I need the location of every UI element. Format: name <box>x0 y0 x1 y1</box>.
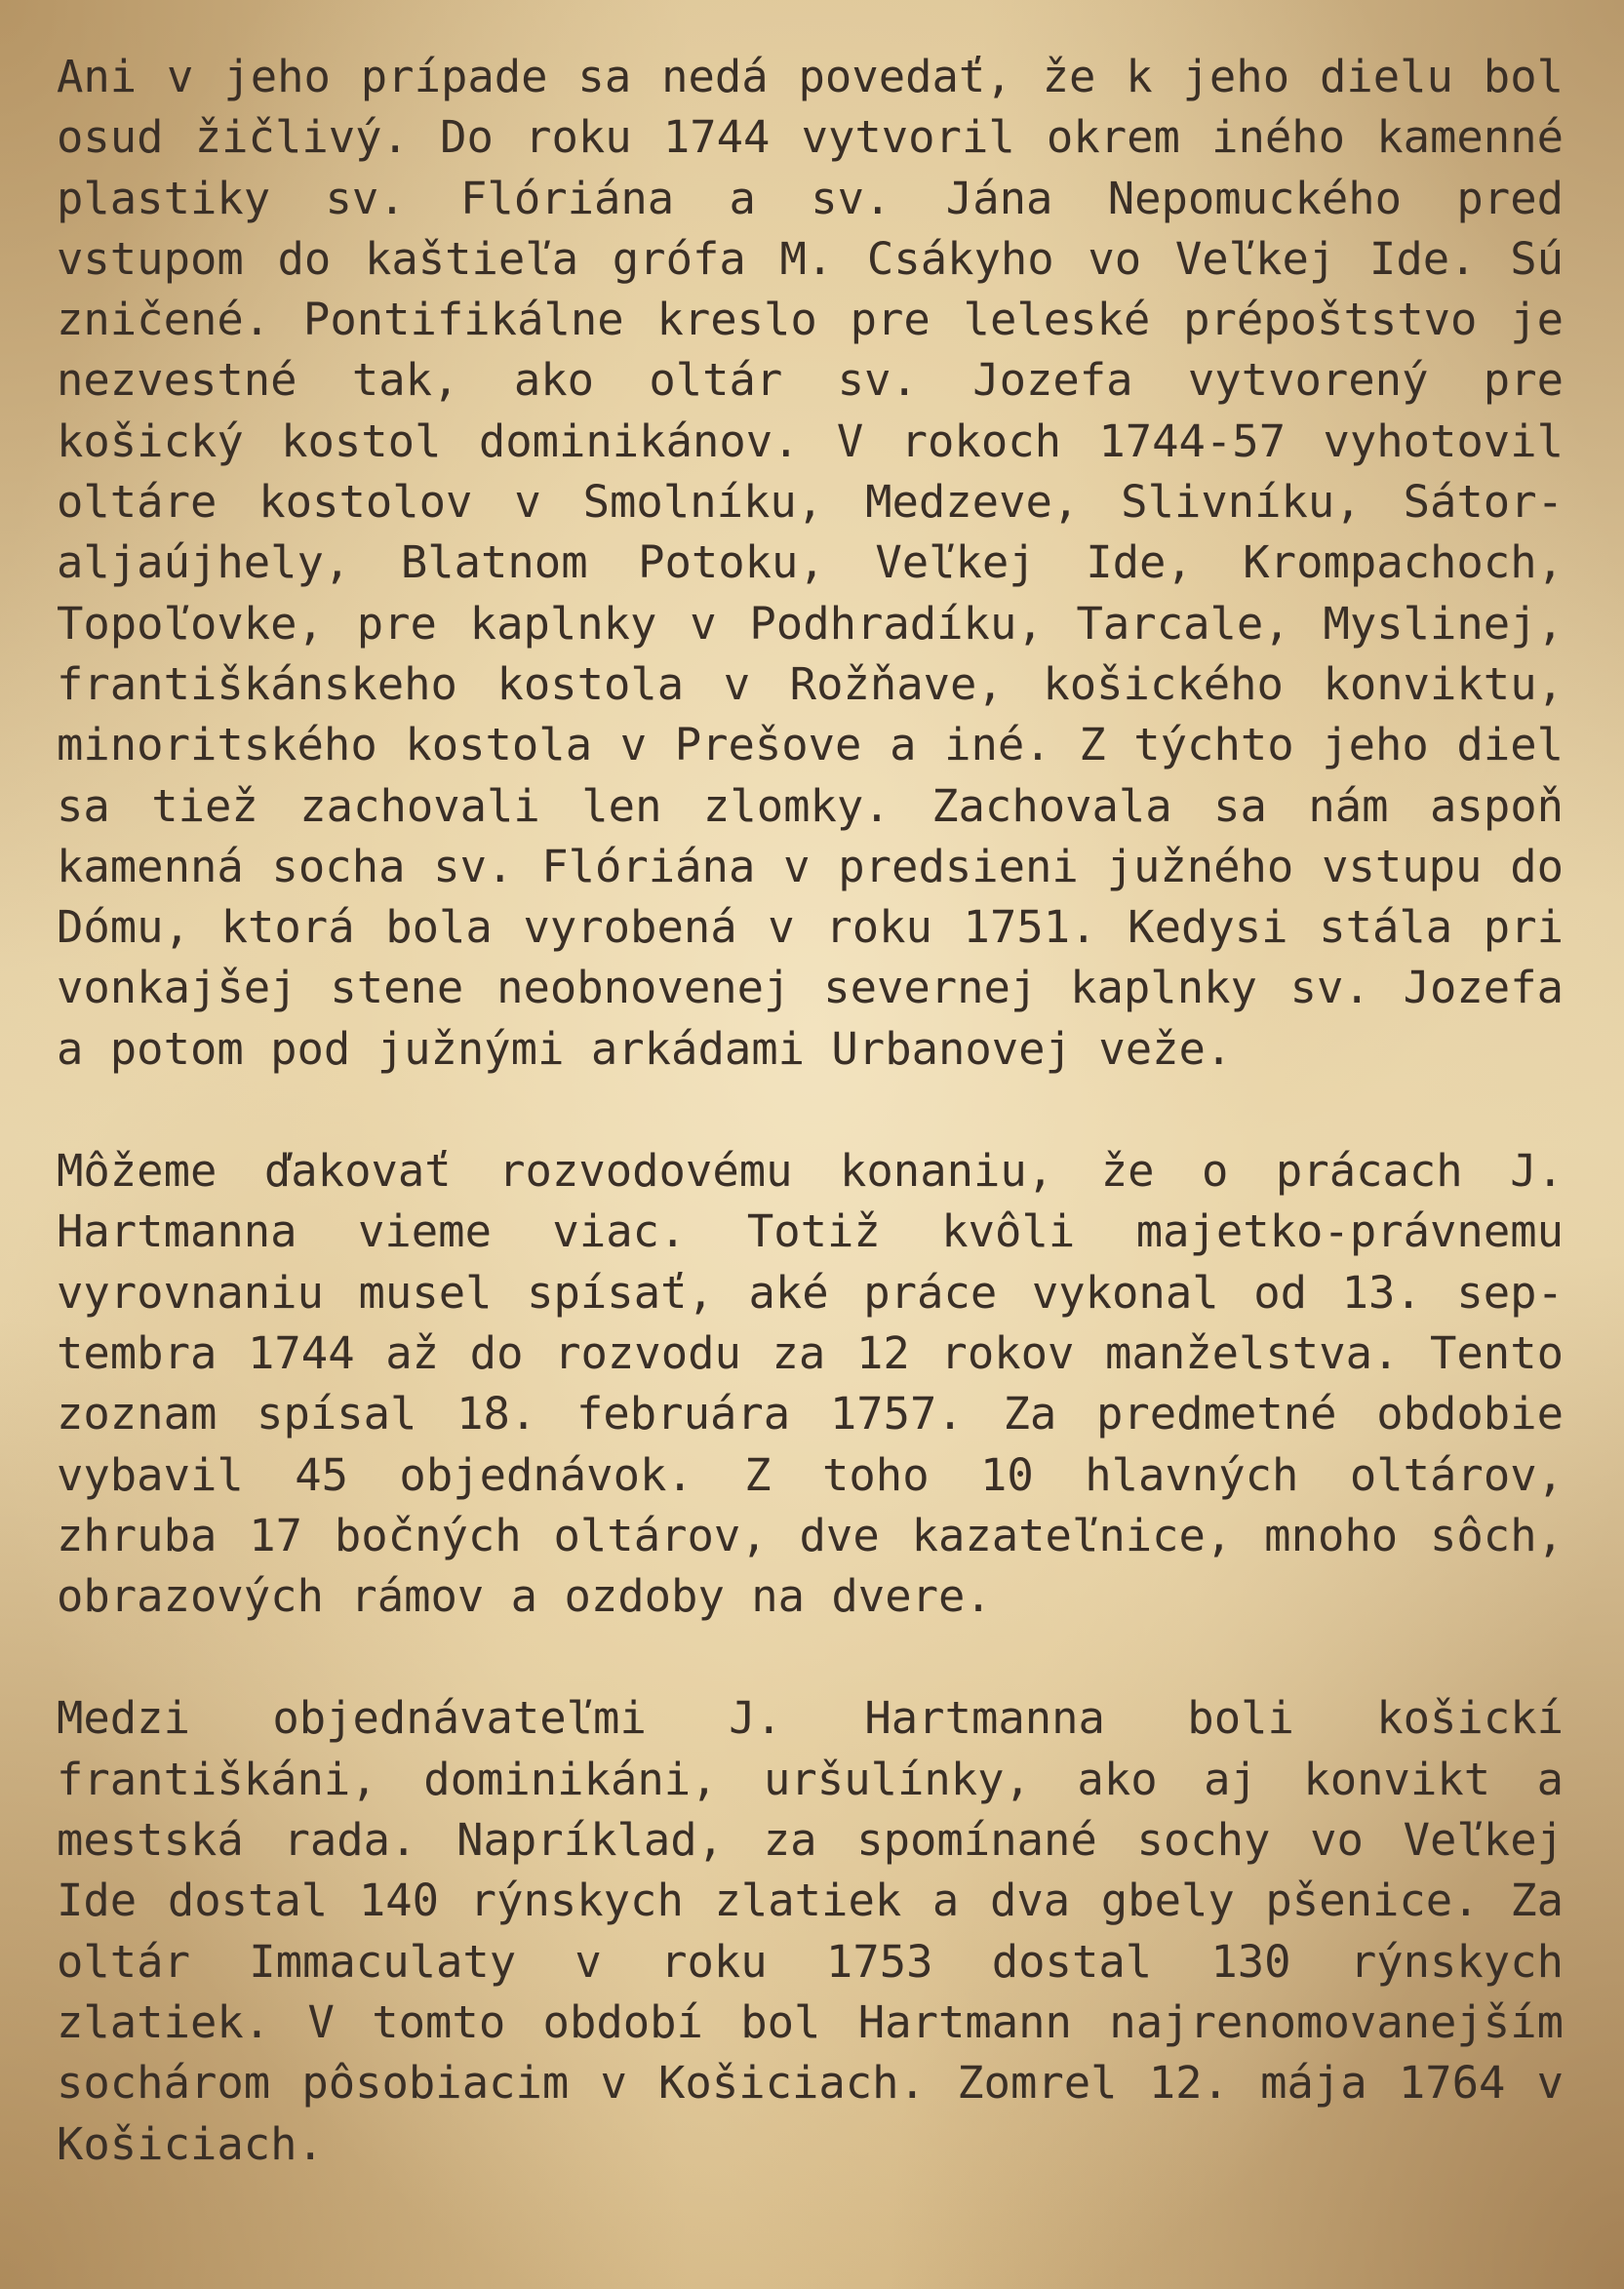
paragraph-1: Ani v jeho prípade sa nedá povedať, že k jeho dielu bol osud žičlivý. Do roku 1744 vytvoril okrem iného kamenné plastiky sv. Flóriána a sv. Jána Nepomuckého pred vstupom do kaštieľa grófa M. Csákyho vo Veľkej Ide. Sú zničené. Pontifikálne kreslo pre leleské prépoštstvo je nezvestné tak, ako oltár sv. Jozefa vytvorený pre košický kostol dominikánov. V rokoch 1744-57 vyhotovil oltáre kostolov v Smolníku, Medzeve, Slivníku, Sátoraljaújhely, Blatnom Potoku, Veľkej Ide, Krompachoch, Topoľovke, pre kaplnky v Podhradíku, Tarcale, Myslinej, františkánskeho kostola v Rožňave, košického konviktu, minoritského kostola v Prešove a iné. Z týchto jeho diel sa tiež zachovali len zlomky. Zachovala sa nám aspoň kamenná socha sv. Flóriána v predsieni južného vstupu do Dómu, ktorá bola vyrobená v roku 1751. Kedysi stála pri vonkajšej stene neobnovenej severnej kaplnky sv. Jozefa a potom pod južnými arkádami Urbanovej veže. <box>57 51 1564 1075</box>
text-column <box>57 47 1564 2175</box>
paragraph-3: Medzi objednávateľmi J. Hartmanna boli košickí františkáni, dominikáni, uršulínky, ako aj konvikt a mestská rada. Napríklad, za spomínané sochy vo Veľkej Ide dostal 140 rýnskych zlatiek a dva gbely pšenice. Za oltár Immaculaty v roku 1753 dostal 130 rýnskych zlatiek. V tomto období bol Hartmann najrenomovanejším sochárom pôsobiacim v Košiciach. Zomrel 12. mája 1764 v Košiciach. <box>57 1692 1564 2170</box>
paragraph-2: Môžeme ďakovať rozvodovému konaniu, že o prácach J. Hartmanna vieme viac. Totiž kvôli majetko-právnemu vyrovnaniu musel spísať, aké práce vykonal od 13. septembra 1744 až do rozvodu za 12 rokov manželstva. Tento zoznam spísal 18. februára 1757. Za predmetné obdobie vybavil 45 objednávok. Z toho 10 hlavných oltárov, zhruba 17 bočných oltárov, dve kazateľnice, mnoho sôch, obrazových rámov a ozdoby na dvere. <box>57 1145 1564 1623</box>
